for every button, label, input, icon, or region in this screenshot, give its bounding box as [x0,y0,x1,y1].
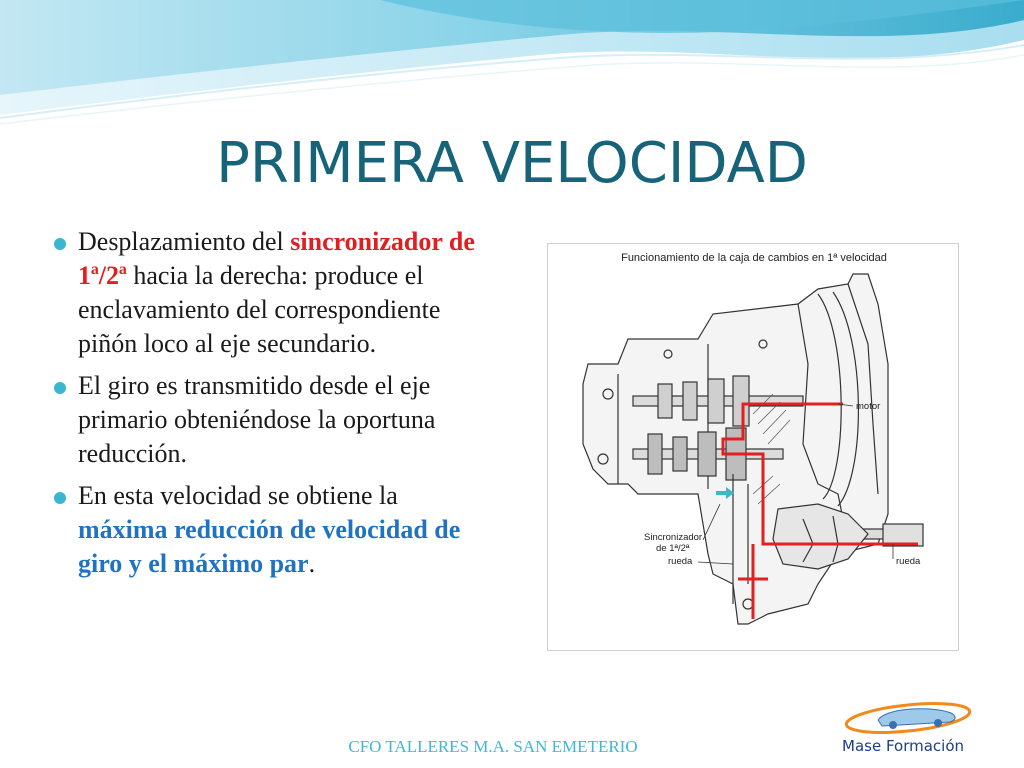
bullet-icon [54,238,66,250]
bullet-text: En esta velocidad se obtiene la [78,481,398,510]
highlight-text: máxima reducción de velocidad de giro y el máximo par [78,515,461,578]
bullet-text: El giro es transmitido desde el eje primario obteniéndose la oportuna reducción. [78,371,436,468]
bullet-list [48,225,478,589]
bullet-item [48,225,478,361]
diagram-title: Funcionamiento de la caja de cambios en 1ª velocidad [621,252,887,264]
wheel-label-right: rueda [896,556,921,567]
bullet-icon [54,382,66,394]
bullet-text: hacia la derecha: produce el enclavamiento del correspondiente piñón loco al eje secundario. [78,261,441,358]
synchronizer-label-line2: de 1ª/2ª [656,543,690,554]
wheel-label-left: rueda [668,556,693,567]
motor-label: motor [856,401,881,412]
slide-title: PRIMERA VELOCIDAD [216,131,808,196]
logo-text: Mase Formación [842,737,965,755]
bullet-text: . [308,549,316,578]
gearbox-diagram [547,243,959,651]
bullet-icon [54,492,66,504]
bullet-text: Desplazamiento del [78,227,291,256]
bullet-item [48,369,478,471]
gearbox-cross-section [548,244,960,652]
bullet-item [48,479,478,581]
top-wave-decoration [0,0,1024,130]
synchronizer-label-line1: Sincronizador [644,532,703,543]
footer-text: CFO TALLERES M.A. SAN EMETERIO [348,737,638,756]
highlight-text: sincronizador de 1ª/2ª [78,227,475,290]
